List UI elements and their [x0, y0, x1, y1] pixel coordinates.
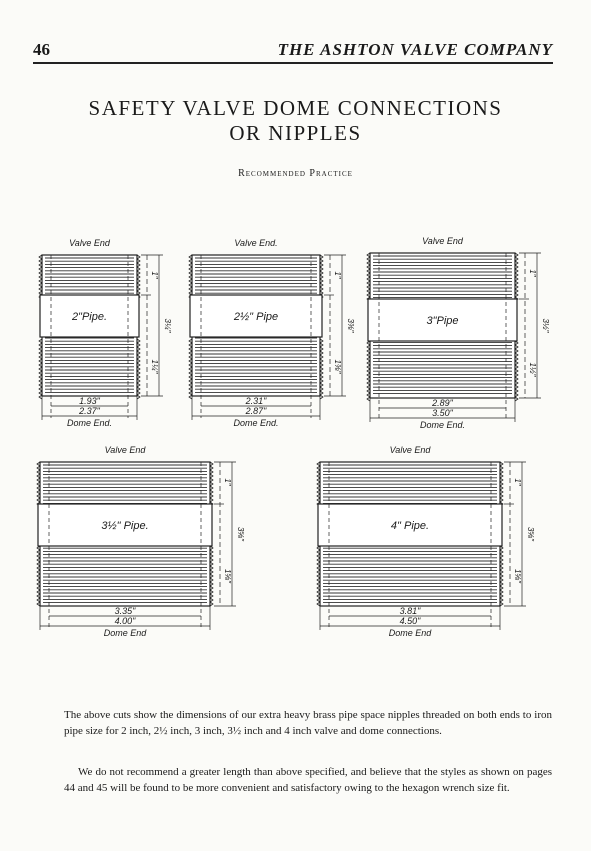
dimension-outer-diameter: 3.50" [432, 408, 453, 418]
dimension-outer-diameter: 4.00" [114, 616, 136, 626]
dimension-upper: 1" [223, 478, 232, 486]
dome-end-label: Dome End. [419, 420, 466, 430]
dimension-outer-diameter: 2.37" [79, 406, 100, 416]
dome-end-label: Dome End. [233, 418, 279, 428]
dimension-total: 3⅝" [236, 527, 245, 541]
pipe-size-label: 4" Pipe. [390, 520, 430, 532]
dimension-total: 3¼" [163, 318, 172, 333]
pipe-size-label: 2½" Pipe [233, 311, 279, 323]
dome-end-label: Dome End. [66, 418, 113, 428]
valve-end-label: Valve End. [234, 238, 278, 248]
page-title-line-1: SAFETY VALVE DOME CONNECTIONS [88, 96, 503, 120]
nipple-diagram-2in [30, 233, 172, 438]
dimension-upper: 1" [513, 478, 522, 486]
page-title-line-2: OR NIPPLES [229, 121, 362, 145]
dimension-total: 3½" [541, 318, 550, 333]
paragraph-recommendation: We do not recommend a greater length than above specified, and believe that the styles as shown on pages 44 and 45 will be found to be more convenient and satisfactory owing to the hexagon wrench size fit. [64, 766, 552, 794]
nipple-diagram-3-5in [30, 444, 260, 649]
dimension-total: 3⅜" [346, 318, 355, 333]
dimension-lower: 1⅝" [513, 569, 522, 583]
dimension-total: 3⅝" [526, 527, 535, 541]
pipe-size-label: 3"Pipe [426, 315, 459, 327]
running-title: THE ASHTON VALVE COMPANY [277, 40, 553, 59]
paragraph-dimensions: The above cuts show the dimensions of our extra heavy brass pipe space nipples threaded on both ends to iron pipe size for 2 inch, 2½ inch, 3 inch, 3½ inch and 4 inch valve and dome connections. [64, 709, 552, 737]
nipple-diagram-4in [305, 444, 540, 649]
valve-end-label: Valve End [422, 236, 463, 246]
nipple-diagram-3in [360, 233, 560, 448]
dimension-inner-diameter: 2.31" [245, 396, 267, 406]
nipple-diagram-2-5in [182, 233, 355, 438]
dimension-inner-diameter: 3.81" [399, 606, 421, 616]
dimension-lower: 1½" [528, 362, 537, 377]
dimension-upper: 1" [528, 269, 537, 277]
page-subtitle: Recommended Practice [238, 168, 353, 179]
dimension-lower: 1⅜" [333, 359, 342, 374]
dimension-inner-diameter: 2.89" [432, 398, 453, 408]
dimension-upper: 1" [150, 271, 159, 279]
dimension-outer-diameter: 4.50" [399, 616, 421, 626]
page-number: 46 [33, 40, 50, 59]
dimension-lower: 1¼" [150, 359, 159, 374]
dome-end-label: Dome End [388, 628, 432, 638]
valve-end-label: Valve End [104, 445, 146, 455]
dimension-upper: 1" [333, 271, 342, 279]
pipe-size-label: 3½" Pipe. [101, 520, 149, 532]
valve-end-label: Valve End [69, 238, 110, 248]
dimension-outer-diameter: 2.87" [245, 406, 267, 416]
valve-end-label: Valve End [389, 445, 431, 455]
dimension-inner-diameter: 3.35" [114, 606, 136, 616]
page-header [33, 38, 553, 64]
dimension-lower: 1⅝" [223, 569, 232, 583]
dimension-inner-diameter: 1.93" [79, 396, 100, 406]
pipe-size-label: 2"Pipe. [71, 311, 108, 323]
dome-end-label: Dome End [103, 628, 147, 638]
